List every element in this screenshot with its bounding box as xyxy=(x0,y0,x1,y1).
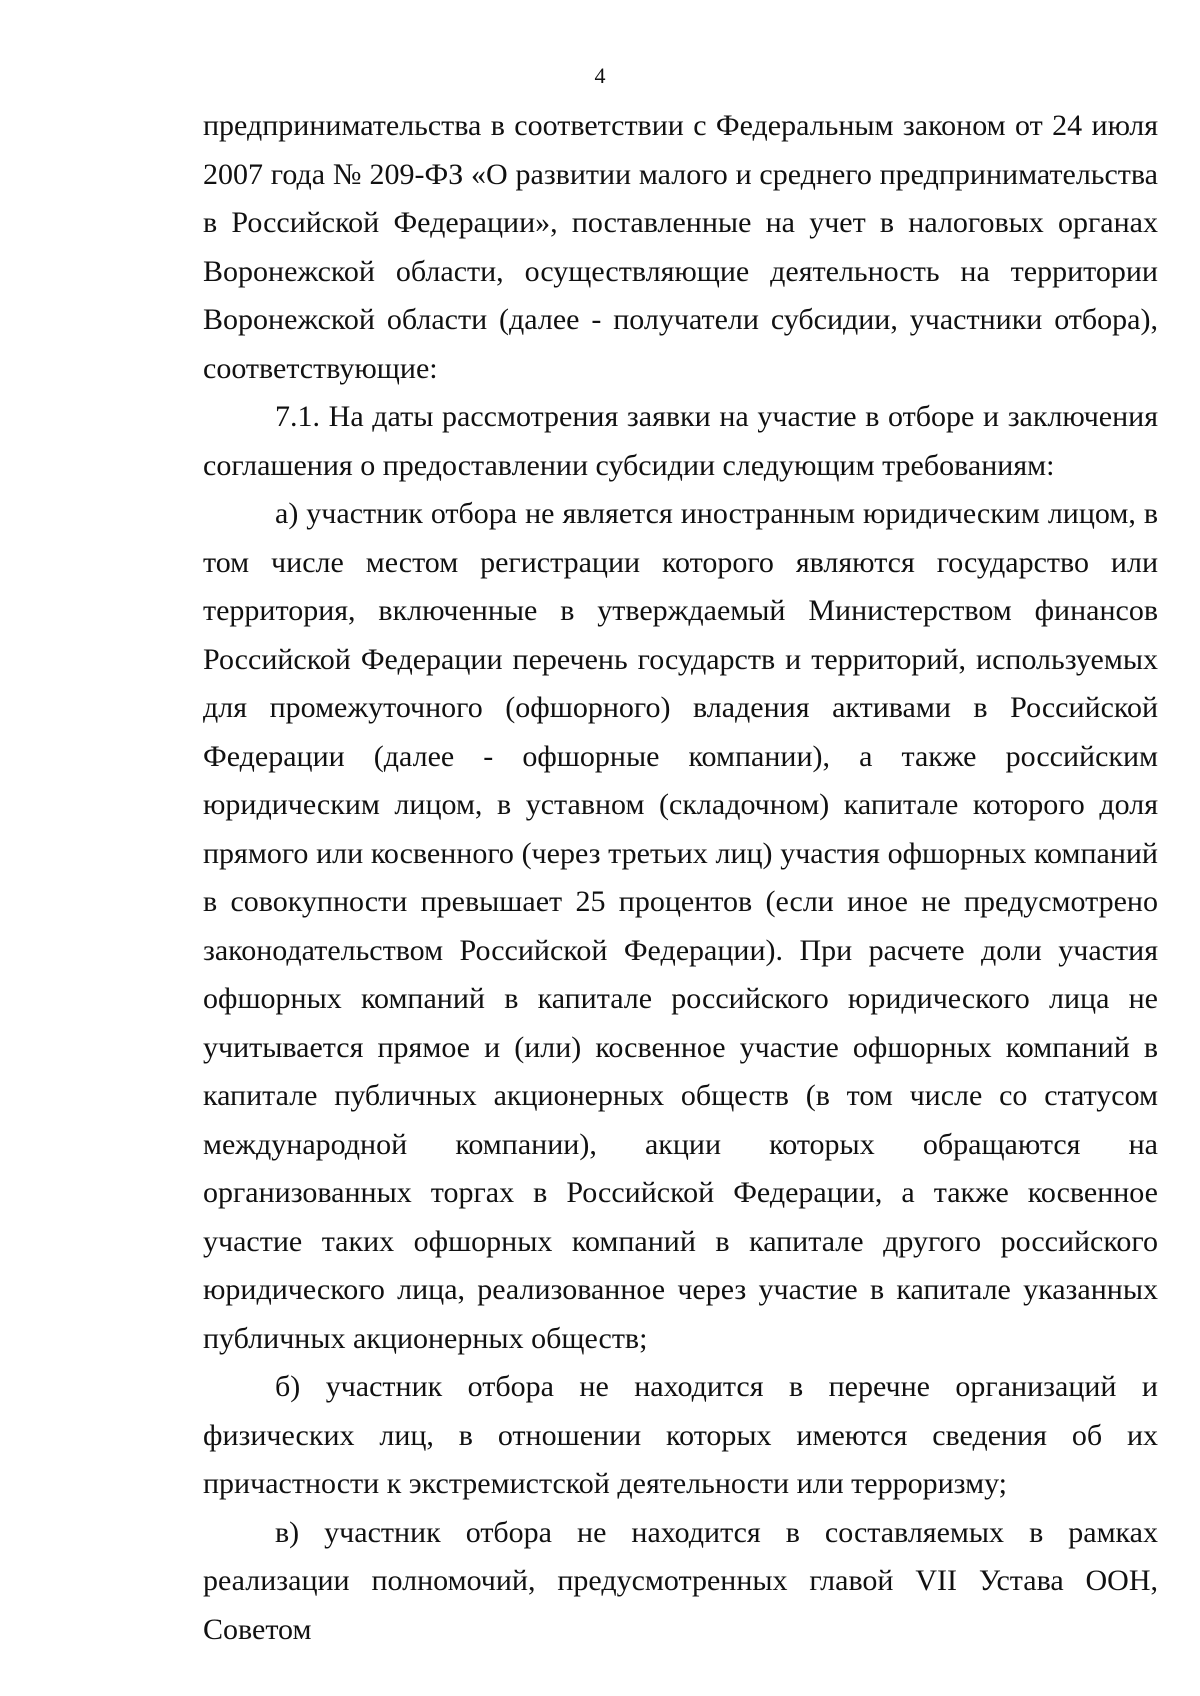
paragraph-v: в) участник отбора не находится в составляемых в рамках реализации полномочий, предусмотренных главой VII Устава ООН, Советом xyxy=(203,1515,1158,1646)
paragraph-continuation: предпринимательства в соответствии с Федеральным законом от 24 июля 2007 года № 209-ФЗ «О развитии малого и среднего предпринимательства в Российской Федерации», поставленные на учет в налоговых органах Воронежской области, осуществляющие деятельность на территории Воронежской области (далее - получатели субсидии, участники отбора), соответствующие: xyxy=(203,109,1158,385)
paragraph-a: а) участник отбора не является иностранным юридическим лицом, в том числе местом регистрации которого являются государство или территория, включенные в утверждаемый Министерством финансов Российской Федерации перечень государств и территорий, используемых для промежуточного (офшорного) владения активами в Российской Федерации (далее - офшорные компании), а также российским юридическим лицом, в уставном (складочном) капитале которого доля прямого или косвенного (через третьих лиц) участия офшорных компаний в совокупности превышает 25 процентов (если иное не предусмотрено законодательством Российской Федерации). При расчете доли участия офшорных компаний в капитале российского юридического лица не учитывается прямое и (или) косвенное участие офшорных компаний в капитале публичных акционерных обществ (в том числе со статусом международной компании), акции которых обращаются на организованных торгах в Российской Федерации, а также косвенное участие таких офшорных компаний в капитале другого российского юридического лица, реализованное через участие в капитале указанных публичных акционерных обществ; xyxy=(203,497,1158,1355)
page-number: 4 xyxy=(594,63,606,88)
paragraph-b: б) участник отбора не находится в перечне организаций и физических лиц, в отношении которых имеются сведения об их причастности к экстремистской деятельности или терроризму; xyxy=(203,1370,1158,1500)
document-body xyxy=(203,102,1158,1654)
paragraph-7-1: 7.1. На даты рассмотрения заявки на участие в отборе и заключения соглашения о предоставлении субсидии следующим требованиям: xyxy=(203,400,1158,482)
